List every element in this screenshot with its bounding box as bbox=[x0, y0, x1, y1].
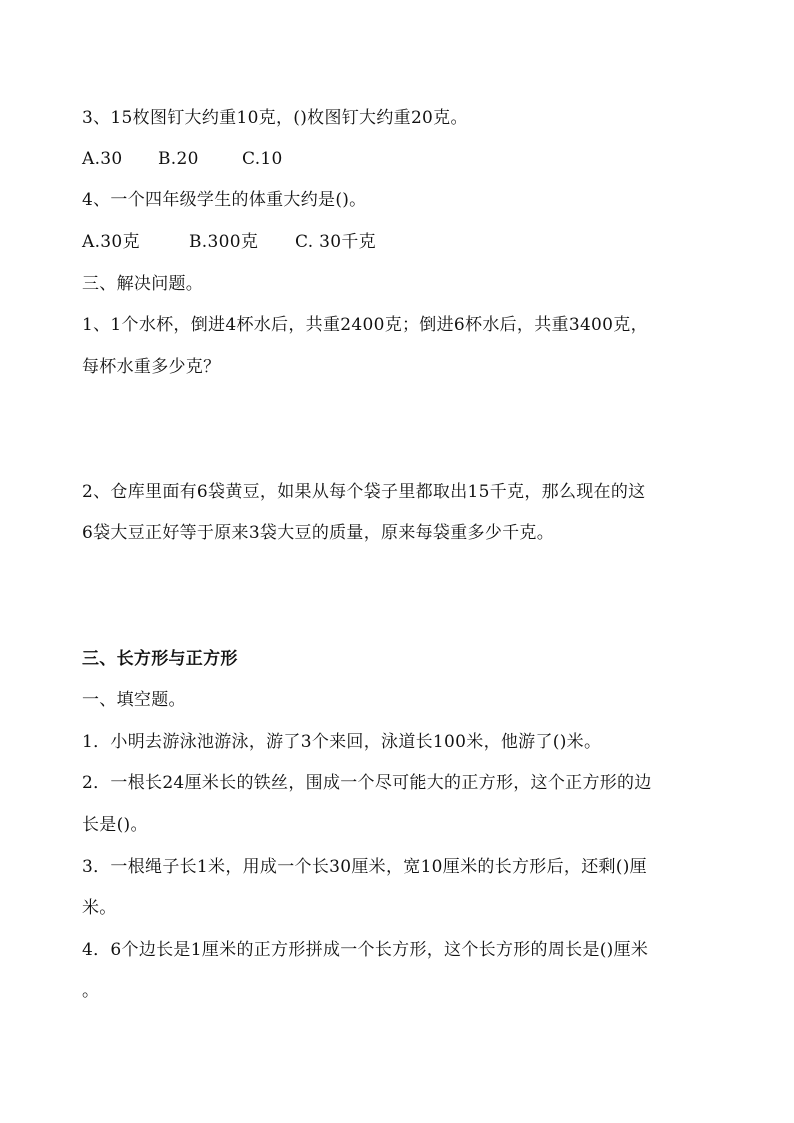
fill-question-1: 1．小明去游泳池游泳，游了3个来回，泳道长100米，他游了()米。 bbox=[82, 732, 602, 752]
section-heading-fill: 一、填空题。 bbox=[82, 690, 186, 710]
option-c: C. 30千克 bbox=[295, 232, 376, 252]
fill-question-2-line-1: 2．一根长24厘米长的铁丝，围成一个尽可能大的正方形，这个正方形的边 bbox=[82, 773, 652, 793]
chapter-title: 三、长方形与正方形 bbox=[82, 649, 238, 669]
fill-question-3-line-1: 3．一根绳子长1米，用成一个长30厘米，宽10厘米的长方形后，还剩()厘 bbox=[82, 857, 647, 877]
fill-question-3-line-2: 米。 bbox=[82, 898, 117, 918]
solve-problem-1-line-1: 1、1个水杯，倒进4杯水后，共重2400克；倒进6杯水后，共重3400克， bbox=[82, 315, 648, 335]
question-4-weight: 4、一个四年级学生的体重大约是()。 bbox=[82, 190, 367, 210]
option-c: C.10 bbox=[242, 149, 283, 169]
solve-problem-2-line-1: 2、仓库里面有6袋黄豆，如果从每个袋子里都取出15千克，那么现在的这 bbox=[82, 482, 646, 502]
question-3-weight: 3、15枚图钉大约重10克，()枚图钉大约重20克。 bbox=[82, 108, 468, 128]
solve-problem-2-line-2: 6袋大豆正好等于原来3袋大豆的质量，原来每袋重多少千克。 bbox=[82, 523, 555, 543]
fill-question-4-line-2: 。 bbox=[82, 981, 100, 1001]
fill-question-4-line-1: 4．6个边长是1厘米的正方形拼成一个长方形，这个长方形的周长是()厘米 bbox=[82, 940, 649, 960]
option-b: B.300克 bbox=[189, 232, 259, 252]
option-b: B.20 bbox=[158, 149, 199, 169]
option-a: A.30 bbox=[82, 149, 123, 169]
question-4-options bbox=[82, 231, 722, 253]
option-a: A.30克 bbox=[82, 232, 140, 252]
question-3-options bbox=[82, 148, 722, 170]
section-heading-solve: 三、解决问题。 bbox=[82, 274, 204, 294]
solve-problem-1-line-2: 每杯水重多少克？ bbox=[82, 357, 221, 377]
fill-question-2-line-2: 长是()。 bbox=[82, 815, 148, 835]
